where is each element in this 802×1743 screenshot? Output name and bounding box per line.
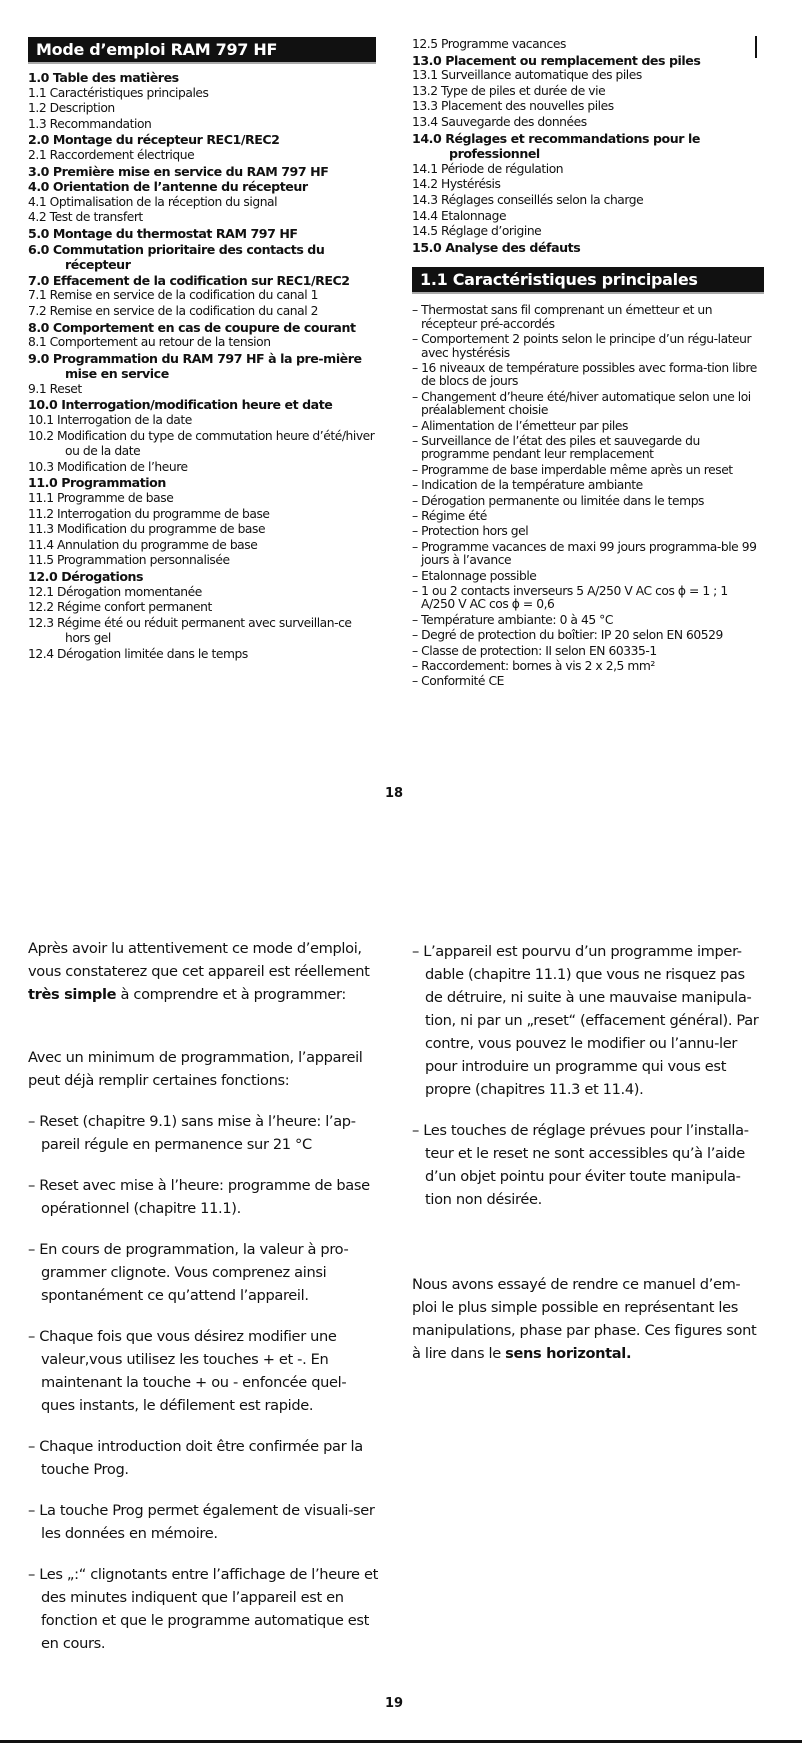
toc-entry: 10.3 Modification de l’heure [28, 459, 188, 474]
toc-entry: 11.2 Interrogation du programme de base [28, 506, 270, 521]
tip-item: – En cours de programmation, la valeur à pro-grammer clignote. Vous comprenez ainsi spontanément ce qu’attend l’appareil. [28, 1241, 349, 1304]
toc-entry: 2.0 Montage du récepteur REC1/REC2 [28, 132, 280, 148]
tip-item: – Les „:“ clignotants entre l’affichage de l’heure et des minutes indiquent que l’appareil est en fonction et que le programme automatique est en cours. [28, 1566, 378, 1652]
feature-item: – Alimentation de l’émetteur par piles [412, 418, 628, 433]
tip-item: – Reset avec mise à l’heure: programme de base opérationnel (chapitre 11.1). [28, 1177, 370, 1217]
tips-list-continued [412, 940, 764, 1211]
page19-left-column [28, 937, 378, 1655]
toc-entry: 13.3 Placement des nouvelles piles [412, 99, 614, 114]
feature-item: – 1 ou 2 contacts inverseurs 5 A/250 V AC cos ϕ = 1 ; 1 A/250 V AC cos ϕ = 0,6 [412, 584, 728, 612]
features-list [412, 304, 764, 689]
tip-item: – L’appareil est pourvu d’un programme imper-dable (chapitre 11.1) que vous ne risquez pas de détruire, ni suite à une mauvaise manipula-tion, ni par un „reset“ (effacement général). Par contre, vous pouvez le modifier ou l’annu-ler pour introduire un programme qui vous est propre (chapitres 11.3 et 11.4). [412, 943, 759, 1098]
toc-entry: 10.0 Interrogation/modification heure et date [28, 397, 333, 413]
page-number-19: 19 [385, 1696, 404, 1711]
page19-right-column [412, 940, 764, 1365]
feature-item: – Thermostat sans fil comprenant un émetteur et un récepteur pré-accordés [412, 303, 713, 331]
toc-entry: 4.2 Test de transfert [28, 210, 143, 225]
section-title: 1.1 Caractéristiques principales [412, 267, 764, 294]
toc-entry: 12.4 Dérogation limitée dans le temps [28, 646, 248, 661]
toc-entry: 11.0 Programmation [28, 475, 166, 491]
toc-entry: 3.0 Première mise en service du RAM 797 HF [28, 163, 329, 179]
feature-item: – Conformité CE [412, 674, 504, 689]
toc-entry: 1.1 Caractéristiques principales [28, 85, 209, 100]
closing-paragraph [412, 1273, 764, 1365]
toc-entry: 14.3 Réglages conseillés selon la charge [412, 192, 644, 207]
intro-text: Après avoir lu attentivement ce mode d’emploi, vous constaterez que cet appareil est réellement [28, 940, 370, 980]
feature-item: – Programme vacances de maxi 99 jours programma-ble 99 jours à l’avance [412, 539, 757, 568]
feature-item: – Dérogation permanente ou limitée dans le temps [412, 493, 705, 508]
feature-item: – 16 niveaux de température possibles avec forma-tion libre de blocs de jours [412, 360, 757, 389]
toc-entry: 13.1 Surveillance automatique des piles [412, 68, 642, 83]
toc-entry: 14.1 Période de régulation [412, 161, 564, 176]
toc-entry: 14.2 Hystérésis [412, 177, 501, 192]
toc-entry: 4.0 Orientation de l’antenne du récepteur [28, 179, 308, 195]
feature-item: – Protection hors gel [412, 524, 529, 539]
tips-list [28, 1110, 378, 1655]
toc-entry: 8.1 Comportement au retour de la tension [28, 335, 271, 350]
toc-entry: 12.0 Dérogations [28, 569, 144, 584]
feature-item: – Classe de protection: II selon EN 60335-1 [412, 643, 657, 658]
toc-entry: 14.0 Réglages et recommandations pour le professionnel [412, 130, 700, 162]
intro-text-end: à comprendre et à programmer: [116, 986, 346, 1003]
closing-text: Nous avons essayé de rendre ce manuel d’em-ploi le plus simple possible en représentant les manipulations, phase par phase. Ces figures sont à lire dans le [412, 1276, 757, 1362]
toc-entry: 12.2 Régime confort permanent [28, 600, 212, 615]
feature-item: – Régime été [412, 509, 487, 523]
page-number-18: 18 [385, 786, 404, 801]
toc-entry: 12.3 Régime été ou réduit permanent avec surveillan-ce hors gel [28, 615, 352, 646]
tip-item: – Chaque introduction doit être confirmée par la touche Prog. [28, 1438, 363, 1478]
toc-entry: 2.1 Raccordement électrique [28, 147, 195, 162]
feature-item: – Degré de protection du boîtier: IP 20 selon EN 60529 [412, 628, 723, 643]
intro-bold: très simple [28, 986, 117, 1003]
toc-entry: 9.0 Programmation du RAM 797 HF à la pre-mière mise en service [28, 350, 362, 382]
toc-entry: 10.2 Modification du type de commutation heure d’été/hiver ou de la date [28, 428, 375, 459]
feature-item: – Température ambiante: 0 à 45 °C [412, 612, 613, 627]
toc-entry: 15.0 Analyse des défauts [412, 239, 581, 255]
feature-item: – Programme de base imperdable même après un reset [412, 462, 733, 477]
feature-item: – Changement d’heure été/hiver automatique selon une loi préalablement choisie [412, 389, 751, 418]
toc-entry: 13.2 Type de piles et durée de vie [412, 83, 606, 98]
manual-title: Mode d’emploi RAM 797 HF [28, 37, 376, 64]
toc-entry: 10.1 Interrogation de la date [28, 413, 192, 428]
minimum-programming-paragraph: Avec un minimum de programmation, l’appareil peut déjà remplir certaines fonctions: [28, 1049, 363, 1089]
toc-entry: 11.5 Programmation personnalisée [28, 553, 230, 568]
intro-paragraph [28, 937, 378, 1006]
toc-entry: 11.4 Annulation du programme de base [28, 537, 258, 552]
toc-entry: 12.5 Programme vacances [412, 37, 566, 51]
toc-left-column [28, 37, 376, 663]
toc-entry: 4.1 Optimalisation de la réception du signal [28, 194, 278, 209]
feature-item: – Indication de la température ambiante [412, 478, 643, 493]
tip-item: – La touche Prog permet également de visuali-ser les données en mémoire. [28, 1502, 375, 1542]
toc-entry: 7.1 Remise en service de la codification du canal 1 [28, 288, 319, 303]
toc-entry: 11.3 Modification du programme de base [28, 522, 266, 537]
feature-item: – Etalonnage possible [412, 568, 537, 583]
toc-entry: 11.1 Programme de base [28, 491, 174, 506]
toc-right-column [412, 37, 764, 691]
toc-entry: 12.1 Dérogation momentanée [28, 584, 202, 599]
tip-item: – Chaque fois que vous désirez modifier une valeur,vous utilisez les touches + et -. En maintenant la touche + ou - enfoncée quel-ques instants, le défilement est rapide. [28, 1328, 347, 1414]
toc-list-continued [412, 37, 764, 255]
toc-list [28, 70, 376, 663]
toc-entry: 6.0 Commutation prioritaire des contacts du récepteur [28, 241, 325, 273]
toc-entry: 13.0 Placement ou remplacement des piles [412, 52, 701, 68]
feature-item: – Raccordement: bornes à vis 2 x 2,5 mm² [412, 659, 655, 674]
feature-item: – Comportement 2 points selon le principe d’un régu-lateur avec hystérésis [412, 332, 752, 360]
toc-entry: 14.5 Réglage d’origine [412, 224, 542, 239]
tip-item: – Reset (chapitre 9.1) sans mise à l’heure: l’ap-pareil régule en permanence sur 21 °C [28, 1113, 356, 1153]
tip-item: – Les touches de réglage prévues pour l’installa-teur et le reset ne sont accessibles qu’à l’aide d’un objet pointu pour éviter toute manipula-tion non désirée. [412, 1122, 749, 1208]
toc-entry: 7.2 Remise en service de la codification du canal 2 [28, 303, 319, 318]
toc-entry: 14.4 Etalonnage [412, 208, 507, 223]
closing-bold: sens horizontal. [505, 1345, 632, 1362]
feature-item: – Surveillance de l’état des piles et sauvegarde du programme pendant leur remplacement [412, 433, 700, 462]
toc-entry: 5.0 Montage du thermostat RAM 797 HF [28, 225, 298, 241]
toc-entry: 7.0 Effacement de la codification sur REC1/REC2 [28, 272, 350, 288]
toc-entry: 1.0 Table des matières [28, 70, 179, 85]
toc-entry: 8.0 Comportement en cas de coupure de courant [28, 319, 356, 335]
toc-entry: 13.4 Sauvegarde des données [412, 114, 587, 129]
toc-entry: 1.2 Description [28, 101, 115, 116]
toc-entry: 1.3 Recommandation [28, 116, 152, 131]
toc-entry: 9.1 Reset [28, 381, 82, 396]
